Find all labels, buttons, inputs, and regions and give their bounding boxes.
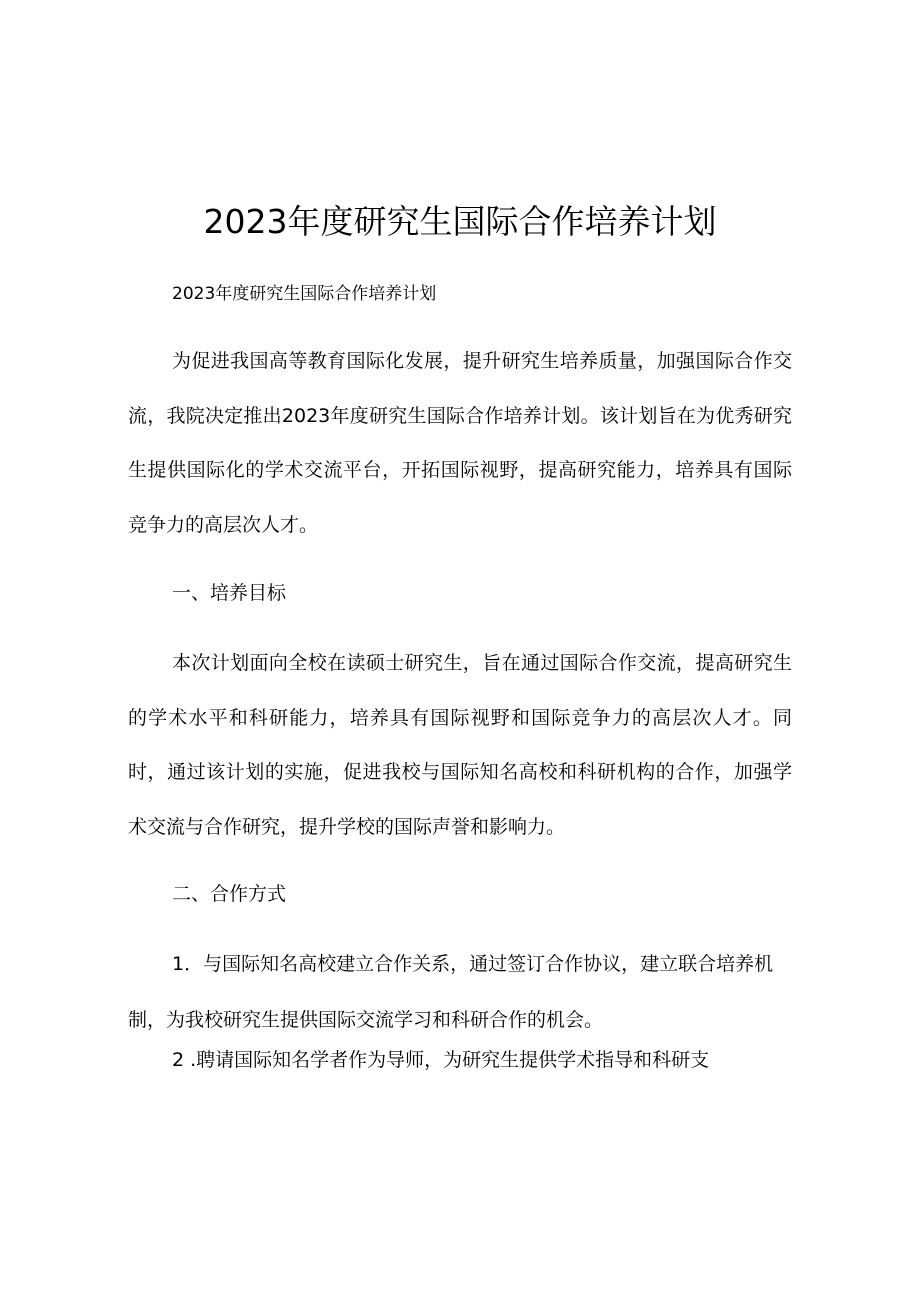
list-item: 1．与国际知名高校建立合作关系，通过签订合作协议，建立联合培养机制，为我校研究生提供国际交流学习和科研合作的机会。 [128,953,774,1031]
goals-paragraph: 本次计划面向全校在读硕士研究生，旨在通过国际合作交流，提高研究生的学术水平和科研能力，培养具有国际视野和国际竞争力的高层次人才。同时，通过该计划的实施，促进我校与国际知名高校和科研机构的合作，加强学术交流与合作研究，提升学校的国际声誉和影响力。 [128,652,792,838]
section-heading-goals: 一、培养目标 [172,582,287,604]
intro-paragraph: 为促进我国高等教育国际化发展，提升研究生培养质量，加强国际合作交流，我院决定推出2023年度研究生国际合作培养计划。该计划旨在为优秀研究生提供国际化的学术交流平台，开拓国际视野，提高研究能力，培养具有国际竞争力的高层次人才。 [128,350,792,536]
list-item: 2 .聘请国际知名学者作为导师，为研究生提供学术指导和科研支 [172,1049,710,1071]
document-subtitle: 2023年度研究生国际合作培养计划 [172,284,437,304]
section-heading-cooperation: 二、合作方式 [172,883,287,905]
document-title: 2023年度研究生国际合作培养计划 [203,202,717,241]
